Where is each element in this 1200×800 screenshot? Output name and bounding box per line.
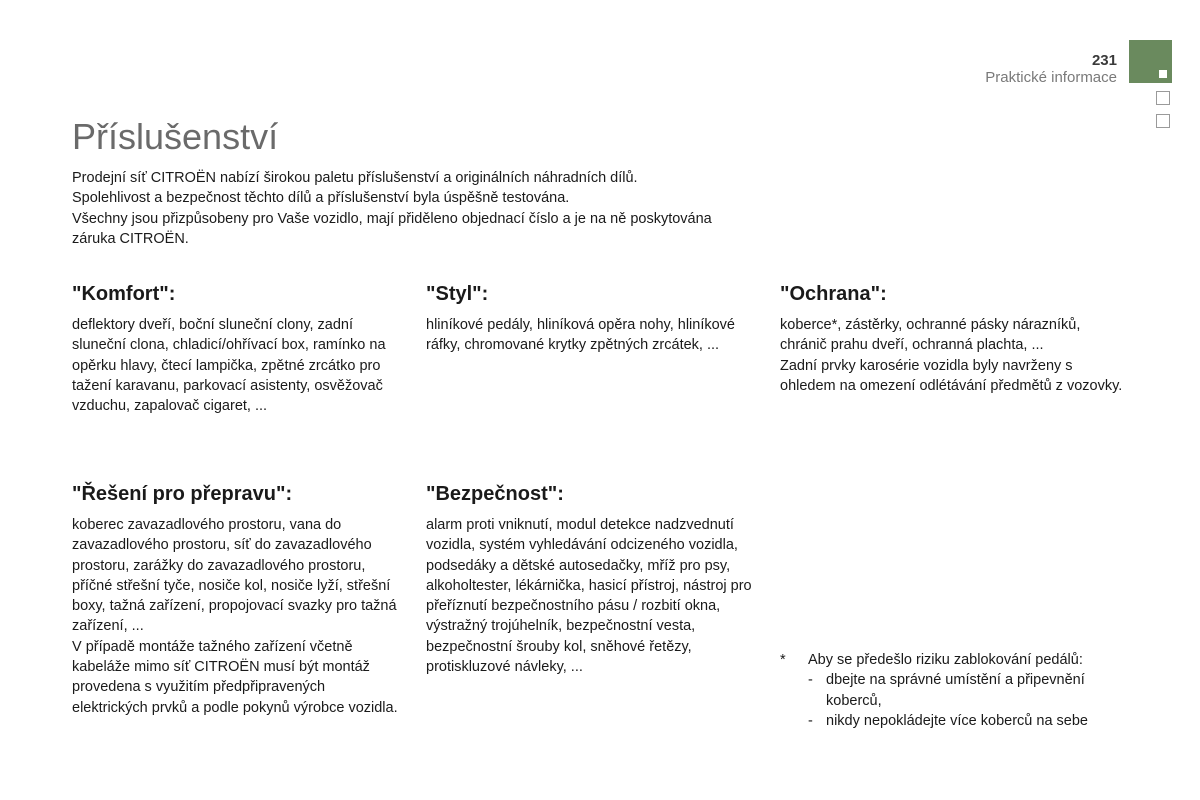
section-title: Praktické informace xyxy=(985,69,1117,86)
page-number: 231 xyxy=(1091,52,1117,69)
section-styl xyxy=(426,283,746,356)
section-komfort xyxy=(72,283,404,416)
chapter-tab-box-2 xyxy=(1156,114,1170,128)
footnote-content xyxy=(808,650,1120,731)
section-bezpecnost xyxy=(426,483,756,677)
section-heading: "Styl": xyxy=(426,283,489,305)
section-body: koberec zavazadlového prostoru, vana do zavazadlového prostoru, síť do zavazadlového prostoru, zarážky do zavazadlového prostoru, příčné střešní tyče, nosiče kol, nosiče lyží, střešní boxy, tažná zařízení, propojovací svazky pro tažná zařízení, ... V případě montáže tažného zařízení včetně kabeláže mimo síť CITROËN musí být montáž provedena s využitím předpřipravených elektrických prvků a podle pokynů výrobce vozidla. xyxy=(72,517,398,716)
section-heading: "Komfort": xyxy=(72,283,176,305)
footnote-item-text: dbejte na správné umístění a připevnění koberců, xyxy=(826,672,1085,709)
section-preprava xyxy=(72,483,402,718)
footnote-item xyxy=(808,711,1120,731)
section-body: koberce*, zástěrky, ochranné pásky nárazníků, chránič prahu dveří, ochranná plachta, ... Zadní prvky karosérie vozidla byly navrženy s ohledem na omezení odlétávání předmětů z vozovky. xyxy=(780,317,1123,394)
active-marker-icon xyxy=(1159,70,1167,78)
dash-bullet: - xyxy=(808,672,813,689)
section-heading: "Řešení pro přepravu": xyxy=(72,483,293,505)
footnote-text: Aby se předešlo riziku zablokování pedálů: xyxy=(808,652,1083,668)
chapter-tab-box-1 xyxy=(1156,91,1170,105)
footnote-row xyxy=(780,650,1120,731)
section-heading: "Bezpečnost": xyxy=(426,483,564,505)
footnote-marker: * xyxy=(780,652,786,668)
intro-text xyxy=(72,168,712,249)
section-body: hliníkové pedály, hliníková opěra nohy, hliníkové ráfky, chromované krytky zpětných zrcátek, ... xyxy=(426,317,735,354)
intro-line: Prodejní síť CITROËN nabízí širokou paletu příslušenství a originálních náhradních dílů. xyxy=(72,170,638,186)
footnote-item xyxy=(808,670,1120,711)
footnote xyxy=(780,650,1120,731)
dash-bullet: - xyxy=(808,712,813,729)
section-body: alarm proti vniknutí, modul detekce nadzvednutí vozidla, systém vyhledávání odcizeného vozidla, podsedáky a dětské autosedačky, mříž pro psy, alkoholtester, lékárnička, hasicí přístroj, nástroj pro přeříznutí bezpečnostního pásu / rozbití okna, výstražný trojúhelník, bezpečnostní vesta, bezpečnostní šrouby kol, sněhové řetězy, protiskluzové návleky, ... xyxy=(426,517,752,676)
section-ochrana xyxy=(780,283,1125,396)
page-title: Příslušenství xyxy=(72,116,279,157)
intro-line: Všechny jsou přizpůsobeny pro Vaše vozidlo, mají přiděleno objednací číslo a je na ně poskytována záruka CITROËN. xyxy=(72,210,712,247)
intro-line: Spolehlivost a bezpečnost těchto dílů a příslušenství byla úspěšně testována. xyxy=(72,190,570,207)
chapter-tab-active xyxy=(1129,40,1172,83)
section-heading: "Ochrana": xyxy=(780,283,887,305)
footnote-item-text: nikdy nepokládejte více koberců na sebe xyxy=(826,712,1088,729)
section-body: deflektory dveří, boční sluneční clony, zadní sluneční clona, chladicí/ohřívací box, ramínko na opěrku hlavy, čtecí lampička, zpětné zrcátko pro tažení karavanu, parkovací asistenty, osvěžovač vzduchu, zapalovač cigaret, ... xyxy=(72,317,386,415)
footnote-list xyxy=(808,670,1120,731)
